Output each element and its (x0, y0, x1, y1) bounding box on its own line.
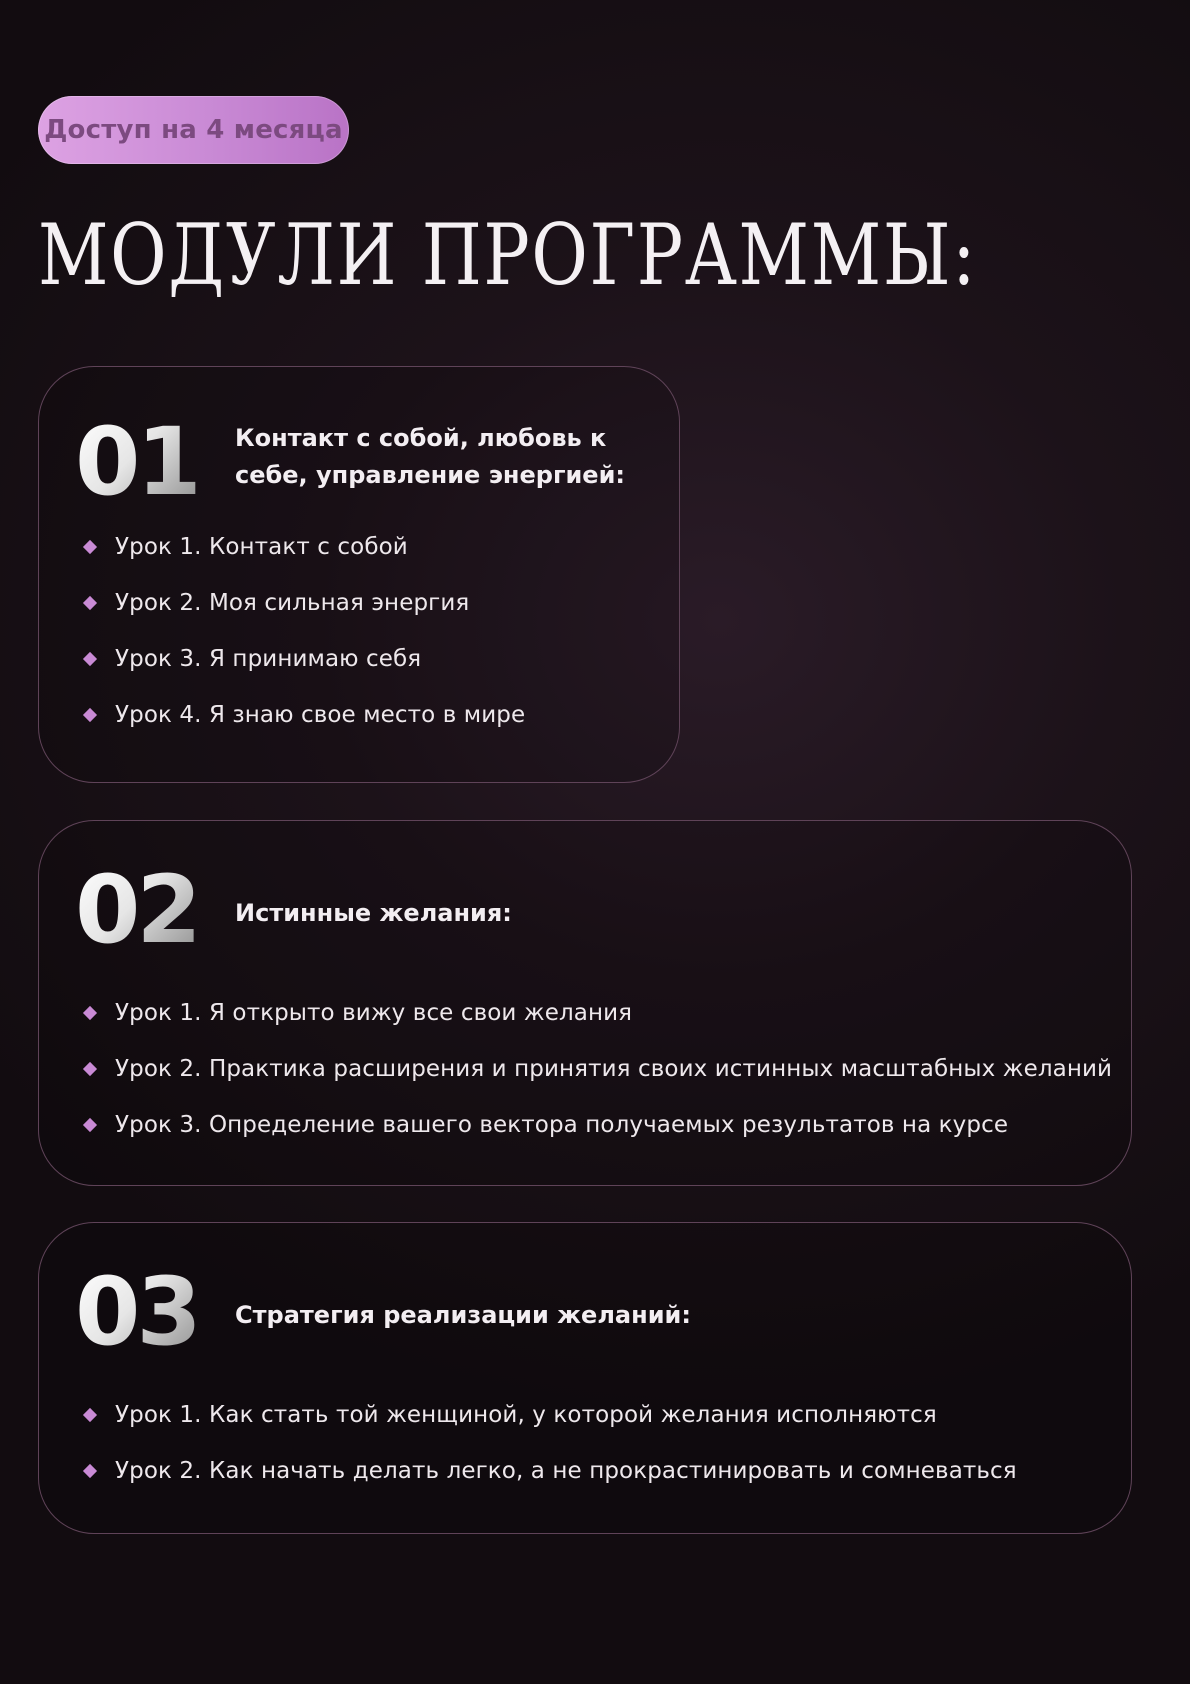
lesson-item (81, 687, 525, 743)
module-number: 02 (75, 856, 198, 965)
module-number: 01 (75, 408, 198, 517)
lesson-label: Урок 3. Определение вашего вектора получаемых результатов на курсе (115, 1112, 1009, 1138)
lesson-list (81, 985, 1112, 1153)
lesson-item (81, 575, 525, 631)
lesson-item (81, 519, 525, 575)
lesson-item (81, 631, 525, 687)
diamond-bullet-icon (83, 1408, 97, 1422)
module-title: Стратегия реализации желаний: (235, 1301, 691, 1329)
module-number: 03 (75, 1258, 198, 1367)
lesson-item (81, 1041, 1112, 1097)
diamond-bullet-icon (83, 540, 97, 554)
module-title: Истинные желания: (235, 899, 512, 927)
diamond-bullet-icon (83, 596, 97, 610)
diamond-bullet-icon (83, 652, 97, 666)
lesson-label: Урок 2. Практика расширения и принятия своих истинных масштабных желаний (115, 1056, 1113, 1082)
lesson-list (81, 1387, 1017, 1499)
access-badge-label: Доступ на 4 месяца (44, 115, 343, 145)
module-card-3 (38, 1222, 1132, 1534)
lesson-label: Урок 1. Как стать той женщиной, у которой желания исполняются (115, 1402, 937, 1428)
lesson-label: Урок 3. Я принимаю себя (115, 646, 422, 672)
module-card-2 (38, 820, 1132, 1186)
lesson-item (81, 1443, 1017, 1499)
lesson-label: Урок 4. Я знаю свое место в мире (115, 702, 526, 728)
lesson-item (81, 1097, 1112, 1153)
module-title: Контакт с собой, любовь к себе, управление энергией: (235, 424, 625, 489)
lesson-label: Урок 1. Я открыто вижу все свои желания (115, 1000, 633, 1026)
diamond-bullet-icon (83, 1464, 97, 1478)
diamond-bullet-icon (83, 1118, 97, 1132)
page-title: МОДУЛИ ПРОГРАММЫ: (38, 206, 978, 304)
lesson-label: Урок 2. Моя сильная энергия (115, 590, 470, 616)
module-card-1 (38, 366, 680, 783)
diamond-bullet-icon (83, 1062, 97, 1076)
lesson-item (81, 1387, 1017, 1443)
lesson-item (81, 985, 1112, 1041)
lesson-list (81, 519, 525, 743)
diamond-bullet-icon (83, 708, 97, 722)
lesson-label: Урок 2. Как начать делать легко, а не прокрастинировать и сомневаться (115, 1458, 1017, 1484)
lesson-label: Урок 1. Контакт с собой (115, 534, 408, 560)
access-badge (38, 96, 349, 164)
diamond-bullet-icon (83, 1006, 97, 1020)
